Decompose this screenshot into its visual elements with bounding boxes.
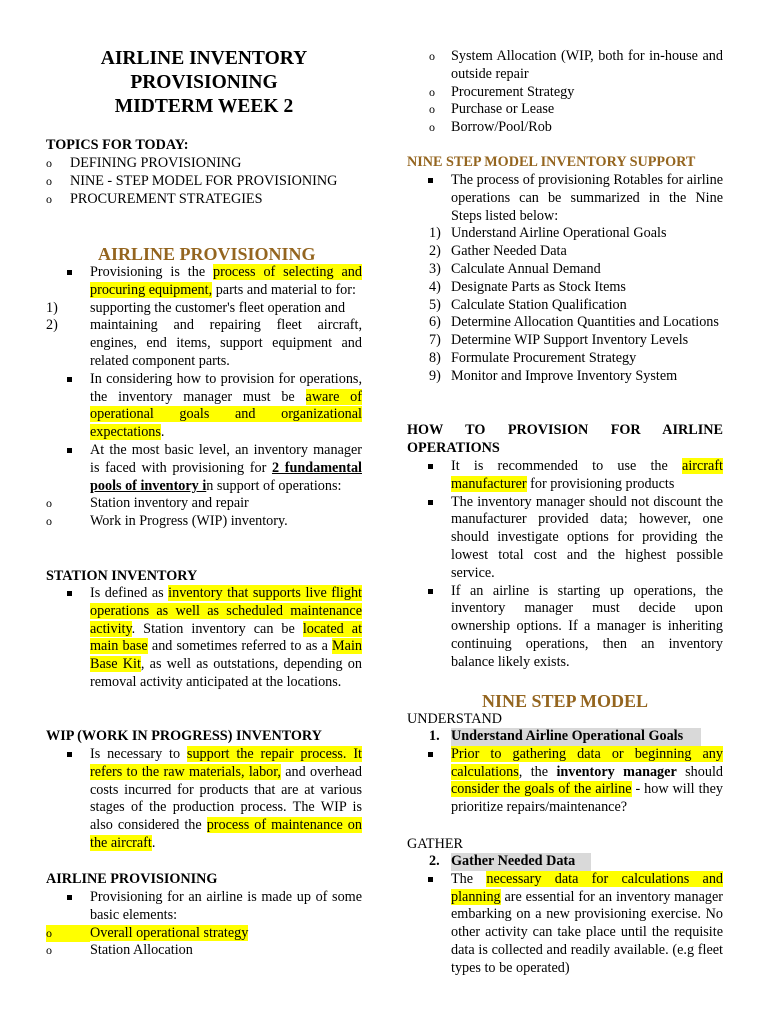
section-heading-airline-provisioning: AIRLINE PROVISIONING [98,244,316,264]
square-bullet-icon [428,877,433,882]
station-inventory-body [90,585,362,692]
list-item: In considering how to provision for operations, the inventory manager must be aware of operational goals and organizational expectations. [90,371,362,442]
square-bullet-icon [67,591,72,596]
list-item: The process of provisioning Rotables for airline operations can be summarized in the Nine Steps listed below: [451,172,723,225]
list-item: The inventory manager should not discount the manufacturer provided data; however, one should investigate options for providing the lowest total cost and the highest possible service. [451,494,723,583]
circle-bullet-icon: o [429,84,435,99]
step-heading-1: 1. Understand Airline Operational Goals [451,728,723,746]
list-item: Is necessary to support the repair process. It refers to the raw materials, labor, and overhead costs incurred for products that are at various stages of the production process. The WIP is also considered the process of maintenance on the aircraft. [90,746,362,853]
step-item: 6) Determine Allocation Quantities and Locations [429,314,719,331]
list-item: Prior to gathering data or beginning any calculations, the inventory manager should consider the goals of the airline - how will they prioritize repairs/maintenance? [451,746,723,817]
gather-label: GATHER [407,836,463,852]
list-item: o Borrow/Pool/Rob [429,119,552,136]
topics-list [46,155,362,208]
list-item: Provisioning for an airline is made up of some basic elements: [90,889,362,925]
section-heading-airline-provisioning-2: AIRLINE PROVISIONING [46,871,218,887]
title-line-2: PROVISIONING [130,72,278,93]
square-bullet-icon [67,752,72,757]
document-title [46,47,362,119]
circle-bullet-icon: o [429,120,435,135]
step-item: 8) Formulate Procurement Strategy [429,349,637,366]
list-item: o Procurement Strategy [429,83,575,100]
section-heading-nine-step-model: NINE STEP MODEL [482,691,649,711]
list-item: o Station inventory and repair [46,495,249,512]
circle-bullet-icon: o [46,925,90,943]
section-heading-station-inventory: STATION INVENTORY [46,568,198,584]
square-bullet-icon [428,589,433,594]
circle-bullet-icon: o [46,496,52,511]
how-to-body [451,458,723,672]
list-item: o System Allocation (WIP, both for in-house and outside repair [429,48,723,82]
circle-bullet-icon: o [46,191,52,206]
list-item: Is defined as inventory that supports live flight operations as well as scheduled maintenance activity. Station inventory can be located at main base and sometimes referred to as a Main Base Kit, as well as outstations, depending on removal activity anticipated at the locations. [90,585,362,692]
square-bullet-icon [67,270,72,275]
section-heading-wip: WIP (WORK IN PROGRESS) INVENTORY [46,728,322,744]
list-item: o Purchase or Lease [429,101,555,118]
title-line-1: AIRLINE INVENTORY [100,48,308,69]
step-item: 7) Determine WIP Support Inventory Levels [429,332,689,349]
step-item: 3) Calculate Annual Demand [429,260,601,277]
wip-body [90,746,362,853]
list-item: o Overall operational strategy [46,924,249,941]
step-item: 2) Gather Needed Data [429,243,567,260]
step-item: 9) Monitor and Improve Inventory System [429,367,678,384]
square-bullet-icon [428,178,433,183]
list-item: 1) supporting the customer's fleet operation and [46,299,346,316]
square-bullet-icon [67,377,72,382]
square-bullet-icon [428,752,433,757]
section-heading-how-to: HOW TO PROVISION FOR AIRLINE OPERATIONS [407,422,723,456]
list-item: o PROCUREMENT STRATEGIES [46,190,263,207]
list-item: o Station Allocation [46,942,193,959]
square-bullet-icon [67,895,72,900]
list-item: At the most basic level, an inventory manager is faced with provisioning for 2 fundamental pools of inventory in support of operations: [90,442,362,495]
list-item [46,172,362,191]
circle-bullet-icon: o [46,514,52,529]
airline-provisioning-2-body [46,889,362,960]
step-1-body [429,728,723,817]
step-item: 4) Designate Parts as Stock Items [429,278,626,295]
list-item: o DEFINING PROVISIONING [46,155,242,171]
step-item: 5) Calculate Station Qualification [429,296,627,313]
circle-bullet-icon: o [429,49,435,63]
step-item: 1) Understand Airline Operational Goals [429,225,667,242]
square-bullet-icon [428,464,433,469]
step-2-body [429,853,724,978]
square-bullet-icon [428,500,433,505]
list-item: Provisioning is the process of selecting and procuring equipment, parts and material to for: [90,264,362,300]
nine-support-body [429,172,723,386]
list-item: It is recommended to use the aircraft manufacturer for provisioning products [451,458,723,494]
understand-label: UNDERSTAND [407,711,503,727]
topic-two: NINE - STEP MODEL FOR PROVISIONING [70,172,338,189]
list-item: o Work in Progress (WIP) inventory. [46,513,288,530]
list-item: The necessary data for calculations and planning are essential for an inventory manager embarking on a new provisioning exercise. No other activity can take place until the requisite data is collected and readily available. (e.g fleet types to be operated) [451,871,723,978]
airline-provisioning-body [46,264,362,531]
title-line-3: MIDTERM WEEK 2 [114,96,294,117]
circle-bullet-icon: o [429,102,435,117]
circle-bullet-icon: o [46,173,52,188]
section-heading-nine-step-support: NINE STEP MODEL INVENTORY SUPPORT [407,154,696,170]
list-item: If an airline is starting up operations, the inventory manager must decide upon ownership options. If a manager is inheriting continuing operations, then an inventory balance likely exists. [451,583,723,672]
steps-list [429,225,723,385]
square-bullet-icon [67,448,72,453]
topics-heading: TOPICS FOR TODAY: [46,137,189,153]
allocation-list [429,48,723,137]
list-item: 2) maintaining and repairing fleet aircraft, engines, end items, support equipment and related component parts. [46,317,362,369]
step-heading-2: 2. Gather Needed Data [451,853,723,871]
circle-bullet-icon: o [46,943,52,958]
circle-bullet-icon: o [46,156,52,170]
